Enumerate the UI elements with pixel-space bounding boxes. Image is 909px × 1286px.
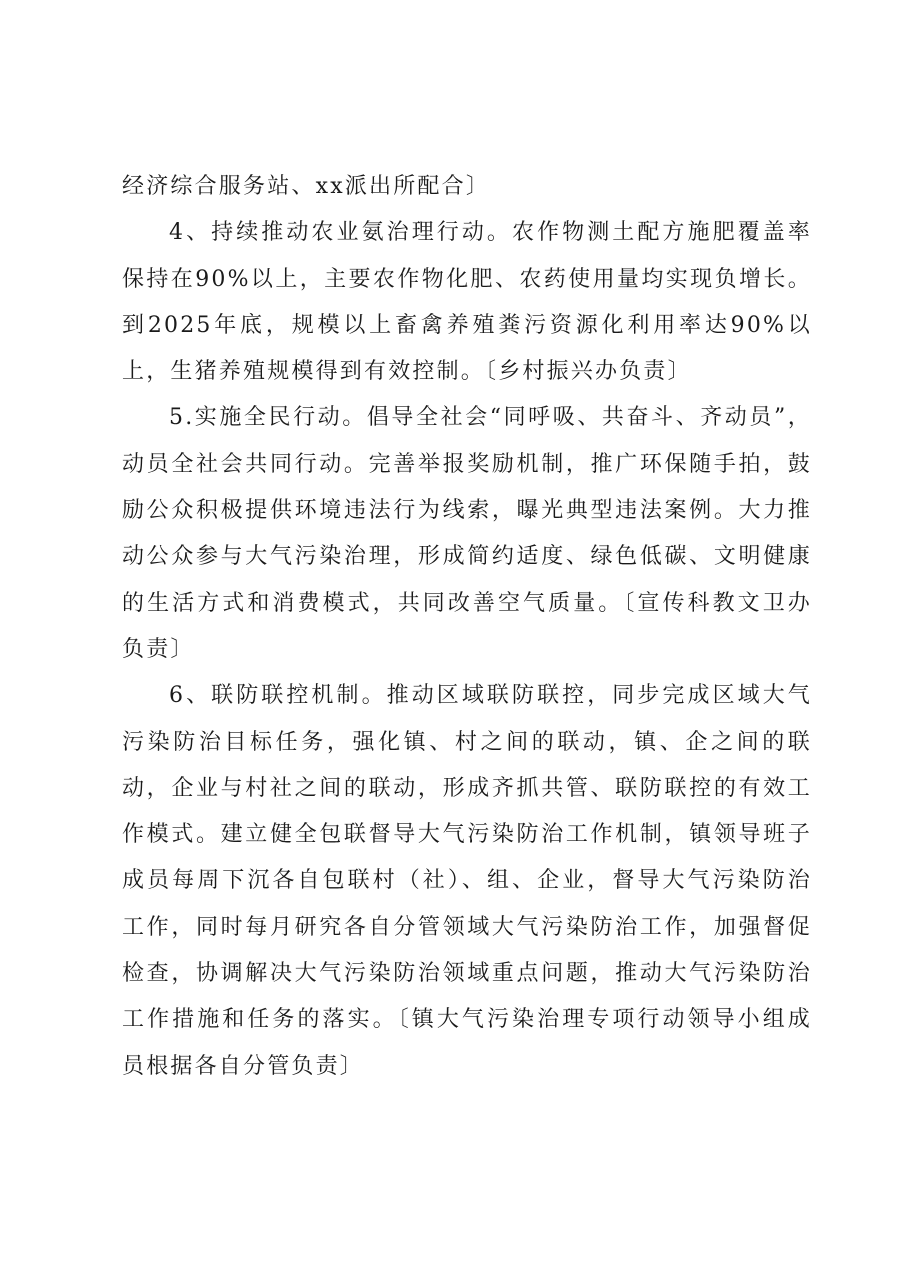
paragraph-item-4: 4、持续推动农业氨治理行动。农作物测土配方施肥覆盖率保持在90%以上，主要农作物化肥、农药使用量均实现负增长。到2025年底，规模以上畜禽养殖粪污资源化利用率达90%以上，生猪养殖规模得到有效控制。〔乡村振兴办负责〕 (122, 220, 812, 385)
paragraph-item-6: 6、联防联控机制。推动区域联防联控，同步完成区域大气污染防治目标任务，强化镇、村之间的联动，镇、企之间的联动，企业与村社之间的联动，形成齐抓共管、联防联控的有效工作模式。建立健全包联督导大气污染防治工作机制，镇领导班子成员每周下沉各自包联村（社）、组、企业，督导大气污染防治工作，同时每月研究各自分管领域大气污染防治工作，加强督促检查，协调解决大气污染防治领域重点问题，推动大气污染防治工作措施和任务的落实。〔镇大气污染治理专项行动领导小组成员根据各自分管负责〕 (122, 683, 812, 1079)
paragraph-item-5: 5.实施全民行动。倡导全社会“同呼吸、共奋斗、齐动员”，动员全社会共同行动。完善举报奖励机制，推广环保随手拍，鼓励公众积极提供环境违法行为线索，曝光典型违法案例。大力推动公众参与大气污染治理，形成简约适度、绿色低碳、文明健康的生活方式和消费模式，共同改善空气质量。〔宣传科教文卫办负责〕 (122, 405, 812, 662)
paragraph-continuation: 经济综合服务站、xx派出所配合〕 (122, 174, 491, 199)
document-body (122, 164, 812, 1090)
